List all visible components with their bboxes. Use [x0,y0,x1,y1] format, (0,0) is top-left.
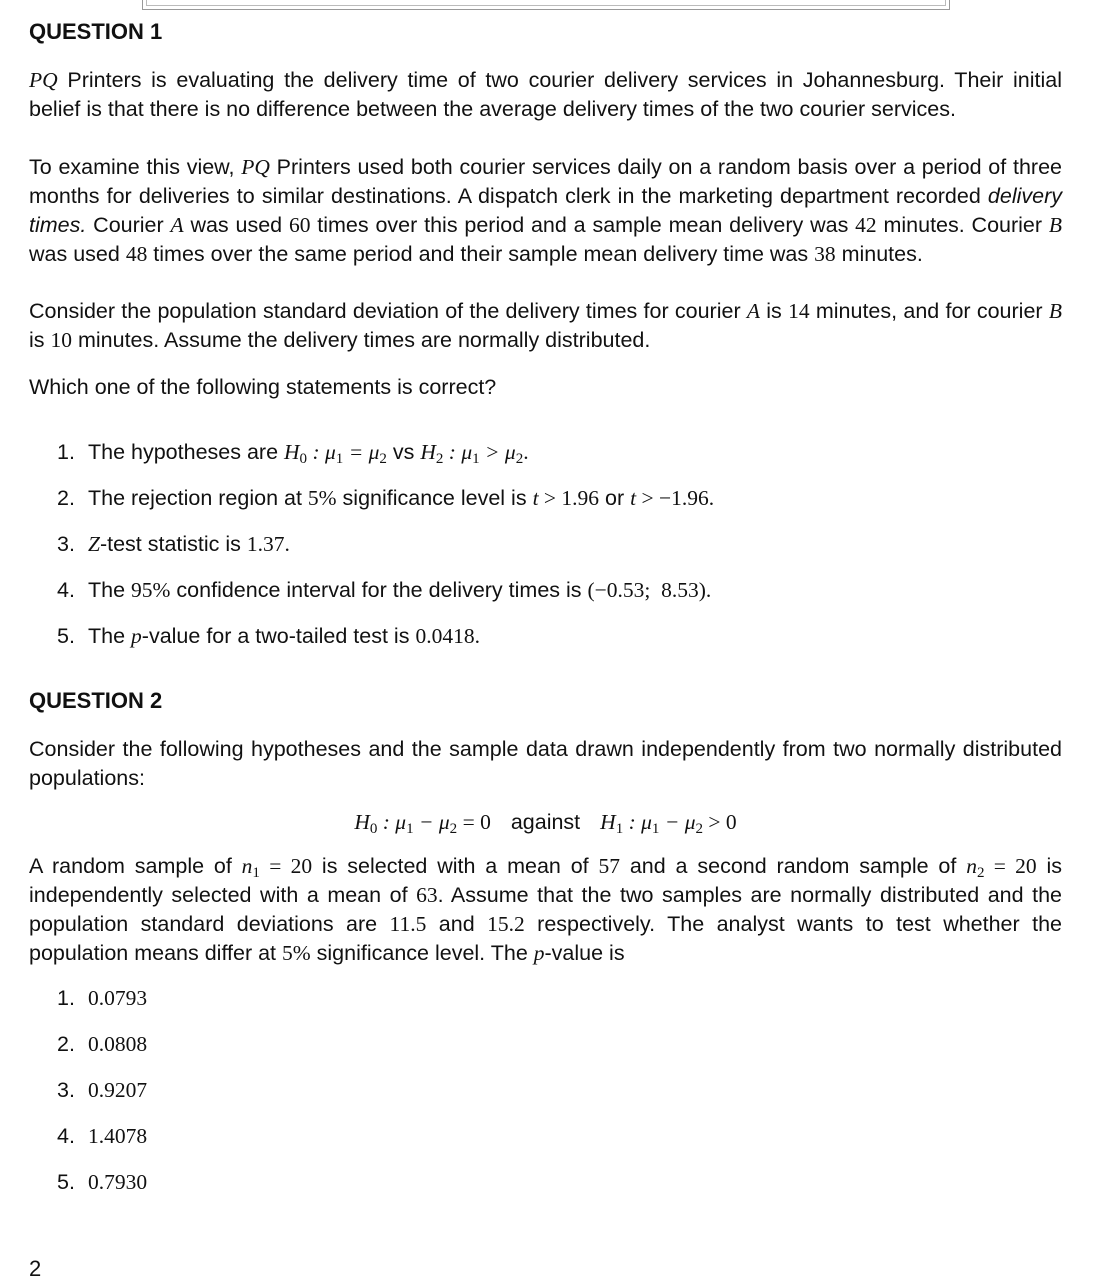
pq-name: PQ [29,68,58,92]
math: H [420,440,436,464]
math-sub: 2 [449,820,458,837]
option-value: 0.0808 [88,1032,148,1056]
text: times over the same period and their sample mean delivery time was [147,242,815,266]
value-60: 60 [288,213,311,237]
option-value: 0.9207 [88,1078,148,1102]
value-48: 48 [125,242,148,266]
text: . [523,440,529,464]
option-number: 4. [57,1124,75,1148]
value-57: 57 [598,854,620,878]
math: : μ [623,810,652,834]
math: Z [88,532,100,556]
q1-option-5[interactable] [29,622,1062,668]
math-sub: 1 [472,450,480,467]
value-10: 10 [50,328,72,352]
hypotheses-equation [29,808,1062,836]
question-1-options [29,438,1062,668]
q1-option-3[interactable] [29,530,1062,576]
q2-option-2[interactable] [29,1030,1062,1076]
math-sub: 2 [379,450,387,467]
option-number: 3. [57,532,75,556]
math: t [532,486,539,510]
math: > 1.96 [538,486,600,510]
text: Consider the population standard deviation of the delivery times for courier [29,299,747,323]
option-value: 0.7930 [88,1170,148,1194]
text: minutes. [835,242,923,266]
text: -test statistic is [99,532,247,556]
text: was used [29,242,126,266]
intro-text: Printers is evaluating the delivery time of two courier delivery services in Johannesburg. Their initial belief is that there is no difference between the average delivery times of the two courier services. [29,68,1062,121]
courier-a: A [170,213,184,237]
q2-option-4[interactable] [29,1122,1062,1168]
math: n [966,854,977,878]
text: and [426,912,488,936]
math-sub: 1 [335,450,344,467]
text: and a second random sample of [620,854,967,878]
question-1-prompt: Which one of the following statements is correct? [29,375,497,399]
math: = 20 [984,854,1037,878]
value-11-5: 11.5 [389,912,427,936]
question-1-intro [29,66,1062,124]
math: (−0.53; 8.53) [587,578,706,602]
math: n [241,854,253,878]
math-sub: 1 [615,820,624,837]
text: The hypotheses are [88,440,285,464]
text: times over this period and a sample mean delivery was [310,213,856,237]
math-sub: 2 [976,864,985,881]
text: Courier [86,213,171,237]
math-sub: 1 [406,820,414,837]
text: is [29,328,51,352]
pq-name: PQ [241,155,270,179]
math: : μ [377,810,407,834]
option-number: 3. [57,1078,75,1102]
q2-option-1[interactable] [29,984,1062,1030]
question-1-context [29,153,1062,269]
text: significance level is [336,486,533,510]
math-sub: 2 [435,450,444,467]
q2-option-5[interactable] [29,1168,1062,1214]
text: . Assume that the two samples are normally distributed and the population standard deviations are [29,883,1062,936]
math: = 0 [457,810,491,834]
option-number: 1. [57,440,75,464]
text: To examine this view, [29,155,242,179]
value-5-percent: 5% [282,941,311,965]
option-number: 4. [57,578,75,602]
option-number: 2. [57,1032,75,1056]
math: H [354,810,370,834]
text: . [708,486,715,510]
courier-b: B [1048,213,1062,237]
value-63: 63 [416,883,438,907]
next-question-number-partial: 2 [29,1256,42,1281]
courier-a: A [746,299,761,323]
math: t [630,486,637,510]
value-14: 14 [788,299,810,323]
q2-option-3[interactable] [29,1076,1062,1122]
math: > −1.96 [636,486,709,510]
math: > 0 [703,810,737,834]
q1-option-2[interactable] [29,484,1062,530]
courier-b: B [1048,299,1062,323]
value-15-2: 15.2 [487,912,525,936]
text: The rejection region at [88,486,308,510]
text: is [760,299,789,323]
math-sub: 2 [515,450,524,467]
math: 95% [131,578,171,602]
text: . [284,532,290,556]
math: = μ [343,440,380,464]
math: : μ [443,440,473,464]
question-2-title: QUESTION 2 [29,688,163,713]
text: is independently selected with a mean of [29,854,1062,907]
text: significance level. The [310,941,534,965]
value-42: 42 [855,213,877,237]
text: confidence interval for the delivery times is [170,578,588,602]
emphasis-delivery-times: delivery times. [29,184,1062,237]
math-sub: 2 [695,820,704,837]
math: > μ [479,440,516,464]
text: is selected with a mean of [312,854,599,878]
option-value: 0.0793 [88,986,148,1010]
math: = 20 [259,854,313,878]
option-value: 1.4078 [88,1124,148,1148]
text: Printers used both courier services daily on a random basis over a period of three months for deliveries to similar destinations. A dispatch clerk in the marketing department recorded [29,155,1063,208]
value-38: 38 [814,242,836,266]
option-number: 5. [57,1170,75,1194]
math: 5% [307,486,337,510]
text: minutes. Courier [876,213,1049,237]
math: 1.37 [246,532,285,556]
math: H [600,810,616,834]
text: -value for a two-tailed test is [141,624,416,648]
text: The [88,578,132,602]
math: 0.0418 [415,624,475,648]
q1-option-4[interactable] [29,576,1062,622]
text: or [599,486,631,510]
text: was used [183,213,289,237]
question-1-assumptions [29,297,1062,355]
text: . [705,578,712,602]
math: p [131,624,142,648]
option-number: 2. [57,486,75,510]
text: . [474,624,480,648]
question-2-options [29,984,1062,1214]
math-sub: 0 [369,820,378,837]
text: A random sample of [29,854,242,878]
text: respectively. The analyst wants to test whether the population means differ at [29,912,1063,965]
text: The [88,624,132,648]
text: minutes. Assume the delivery times are normally distributed. [72,328,651,352]
math: p [533,941,545,965]
top-frame [142,0,950,10]
against-word: against [510,810,581,834]
option-number: 5. [57,624,75,648]
math: − μ [413,810,450,834]
question-2-intro: Consider the following hypotheses and the sample data drawn independently from two normally distributed populations: [29,737,1062,790]
math: − μ [659,810,696,834]
math: H [284,440,300,464]
q1-option-1[interactable] [29,438,1062,484]
math-sub: 1 [651,820,660,837]
math-sub: 0 [299,450,308,467]
question-2-body [29,852,1062,968]
option-number: 1. [57,986,75,1010]
math: : μ [307,440,336,464]
math-sub: 1 [252,864,260,881]
text: -value is [544,941,625,965]
text: minutes, and for courier [809,299,1049,323]
text: vs [386,440,421,464]
question-1-title: QUESTION 1 [29,19,163,44]
